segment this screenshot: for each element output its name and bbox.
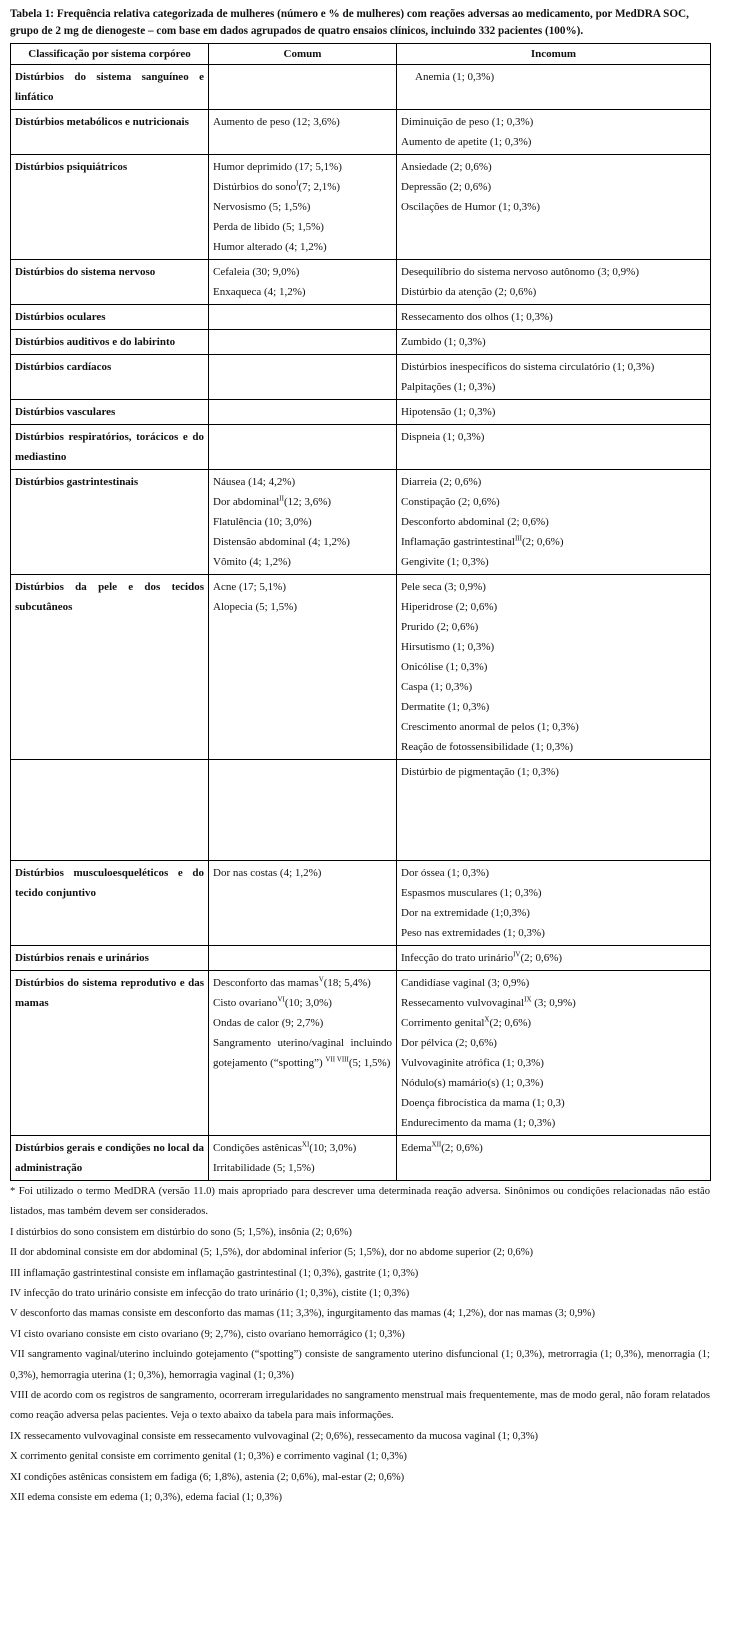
list-item: Oscilações de Humor (1; 0,3%) xyxy=(401,201,540,213)
list-item: Hipotensão (1; 0,3%) xyxy=(401,406,496,418)
list-item: Dor nas costas (4; 1,2%) xyxy=(213,867,322,879)
row-category: Distúrbios musculoesqueléticos e do tecido conjuntivo xyxy=(11,861,209,946)
list-item: Infecção do trato urinário$^{IV}$(2; 0,6%) xyxy=(401,950,563,964)
list-item: Diminuição de peso (1; 0,3%) xyxy=(401,116,534,128)
table-row xyxy=(11,425,711,470)
table-row xyxy=(11,1136,711,1181)
list-item: Distúrbios do sono$^I$(7; 2,1%) xyxy=(213,179,341,193)
list-item: Irritabilidade (5; 1,5%) xyxy=(213,1162,315,1174)
row-uncommon xyxy=(397,1136,711,1181)
list-item: Humor alterado (4; 1,2%) xyxy=(213,241,327,253)
list-item: Desequilíbrio do sistema nervoso autônomo (3; 0,9%) xyxy=(401,266,639,278)
list-item: Palpitações (1; 0,3%) xyxy=(401,381,496,393)
list-item: Doença fibrocística da mama (1; 0,3) xyxy=(401,1097,565,1109)
footnote: VIII de acordo com os registros de sangramento, ocorreram irregularidades no sangramento menstrual mais frequentemente, mas de modo geral, não foram relatados como reação adversa pelas pacientes. Veja o texto abaixo da tabela para mais informações. xyxy=(10,1390,710,1422)
footnote: VII sangramento vaginal/uterino incluindo gotejamento (“spotting”) consiste de sangramento uterino disfuncional (1; 0,3%), metrorragia (1; 0,3%), menorragia (1; 0,3%), hemorragia uterina (1; 0,3%), hemorragia vaginal (1; 0,3%) xyxy=(10,1349,710,1381)
list-item: Hirsutismo (1; 0,3%) xyxy=(401,641,495,653)
table-row xyxy=(11,305,711,330)
list-item: Cefaleia (30; 9,0%) xyxy=(213,266,300,278)
row-category: Distúrbios da pele e dos tecidos subcutâneos xyxy=(11,575,209,760)
footnote: III inflamação gastrintestinal consiste em inflamação gastrintestinal (1; 0,3%), gastrite (1; 0,3%) xyxy=(10,1267,419,1279)
list-item: Desconforto das mamas$^V$(18; 5,4%) xyxy=(213,975,371,989)
table-row xyxy=(11,260,711,305)
row-common xyxy=(209,760,397,861)
list-item: Distúrbios inespecíficos do sistema circulatório (1; 0,3%) xyxy=(401,361,655,373)
table-row xyxy=(11,946,711,971)
row-uncommon xyxy=(397,355,711,400)
list-item: Reação de fotossensibilidade (1; 0,3%) xyxy=(401,741,573,753)
list-item: Distensão abdominal (4; 1,2%) xyxy=(213,536,350,548)
list-item: Ansiedade (2; 0,6%) xyxy=(401,161,492,173)
list-item: Espasmos musculares (1; 0,3%) xyxy=(401,887,542,899)
list-item: Candidíase vaginal (3; 0,9%) xyxy=(401,977,530,989)
row-uncommon xyxy=(397,110,711,155)
row-category: Distúrbios metabólicos e nutricionais xyxy=(11,110,209,155)
list-item: Prurido (2; 0,6%) xyxy=(401,621,479,633)
row-common xyxy=(209,946,397,971)
table-row xyxy=(11,470,711,575)
table-row xyxy=(11,971,711,1136)
row-uncommon xyxy=(397,65,711,110)
list-item: Flatulência (10; 3,0%) xyxy=(213,516,312,528)
list-item: Onicólise (1; 0,3%) xyxy=(401,661,488,673)
list-item: Aumento de apetite (1; 0,3%) xyxy=(401,136,532,148)
row-category: Distúrbios gerais e condições no local da administração xyxy=(11,1136,209,1181)
row-category: Distúrbios renais e urinários xyxy=(11,946,209,971)
row-category: Distúrbios do sistema nervoso xyxy=(11,260,209,305)
list-item: Desconforto abdominal (2; 0,6%) xyxy=(401,516,549,528)
table-row xyxy=(11,861,711,946)
list-item: Nódulo(s) mamário(s) (1; 0,3%) xyxy=(401,1077,544,1089)
list-item: Ressecamento dos olhos (1; 0,3%) xyxy=(401,311,553,323)
row-common xyxy=(209,861,397,946)
list-item: Condições astênicas$^{XI}$(10; 3,0%) xyxy=(213,1140,357,1154)
list-item: Crescimento anormal de pelos (1; 0,3%) xyxy=(401,721,579,733)
row-uncommon xyxy=(397,425,711,470)
row-common xyxy=(209,110,397,155)
row-category: Distúrbios do sistema sanguíneo e linfático xyxy=(11,65,209,110)
list-item: Vômito (4; 1,2%) xyxy=(213,556,291,568)
list-item: Distúrbio da atenção (2; 0,6%) xyxy=(401,286,537,298)
list-item: Nervosismo (5; 1,5%) xyxy=(213,201,311,213)
row-common xyxy=(209,305,397,330)
row-uncommon xyxy=(397,470,711,575)
footnote: I distúrbios do sono consistem em distúrbio do sono (5; 1,5%), insônia (2; 0,6%) xyxy=(10,1226,352,1238)
footnote: V desconforto das mamas consiste em desconforto das mamas (11; 3,3%), ingurgitamento das mamas (4; 1,2%), dor nas mamas (3; 0,9%) xyxy=(10,1308,595,1320)
list-item: Dor pélvica (2; 0,6%) xyxy=(401,1037,497,1049)
footnote: II dor abdominal consiste em dor abdominal (5; 1,5%), dor abdominal inferior (5; 1,5%), dor no abdome superior (2; 0,6%) xyxy=(10,1247,534,1259)
row-category: Distúrbios gastrintestinais xyxy=(11,470,209,575)
list-item: Edema$^{XII}$(2; 0,6%) xyxy=(401,1140,483,1154)
list-item: Vulvovaginite atrófica (1; 0,3%) xyxy=(401,1057,544,1069)
row-common xyxy=(209,260,397,305)
list-item: Sangramento uterino/vaginal incluindo gotejamento (“spotting”) $^{VII VIII}$(5; 1,5%) xyxy=(213,1037,392,1069)
row-uncommon xyxy=(397,971,711,1136)
adverse-reactions-table xyxy=(10,43,711,1181)
list-item: Náusea (14; 4,2%) xyxy=(213,476,296,488)
list-item: Dor óssea (1; 0,3%) xyxy=(401,867,489,879)
row-category: Distúrbios psiquiátricos xyxy=(11,155,209,260)
footnote: XI condições astênicas consistem em fadiga (6; 1,8%), astenia (2; 0,6%), mal-estar (2; 0,6%) xyxy=(10,1471,405,1483)
row-common xyxy=(209,425,397,470)
row-category: Distúrbios oculares xyxy=(11,305,209,330)
row-uncommon xyxy=(397,861,711,946)
list-item: Depressão (2; 0,6%) xyxy=(401,181,492,193)
list-item: Caspa (1; 0,3%) xyxy=(401,681,473,693)
table-row xyxy=(11,155,711,260)
row-uncommon xyxy=(397,760,711,861)
header-common: Comum xyxy=(209,44,397,65)
row-common xyxy=(209,65,397,110)
list-item: Constipação (2; 0,6%) xyxy=(401,496,500,508)
list-item: Gengivite (1; 0,3%) xyxy=(401,556,489,568)
row-category: Distúrbios auditivos e do labirinto xyxy=(11,330,209,355)
list-item: Anemia (1; 0,3%) xyxy=(415,71,495,83)
table-row xyxy=(11,110,711,155)
header-uncommon: Incomum xyxy=(397,44,711,65)
list-item: Dispneia (1; 0,3%) xyxy=(401,431,485,443)
footnote: X corrimento genital consiste em corrimento genital (1; 0,3%) e corrimento vaginal (1; 0,3%) xyxy=(10,1451,407,1463)
list-item: Peso nas extremidades (1; 0,3%) xyxy=(401,927,545,939)
list-item: Alopecia (5; 1,5%) xyxy=(213,601,297,613)
list-item: Acne (17; 5,1%) xyxy=(213,581,287,593)
row-common xyxy=(209,400,397,425)
list-item: Dor abdominal$^{II}$(12; 3,6%) xyxy=(213,494,332,508)
row-common xyxy=(209,355,397,400)
list-item: Distúrbio de pigmentação (1; 0,3%) xyxy=(401,766,559,778)
row-uncommon xyxy=(397,260,711,305)
table-row xyxy=(11,65,711,110)
list-item: Hiperidrose (2; 0,6%) xyxy=(401,601,498,613)
list-item: Cisto ovariano$^{VI}$(10; 3,0%) xyxy=(213,995,332,1009)
header-classification: Classificação por sistema corpóreo xyxy=(11,44,209,65)
list-item: Zumbido (1; 0,3%) xyxy=(401,336,486,348)
row-uncommon xyxy=(397,946,711,971)
list-item: Inflamação gastrintestinal$^{III}$(2; 0,6%) xyxy=(401,534,564,548)
row-category: Distúrbios vasculares xyxy=(11,400,209,425)
table-row xyxy=(11,330,711,355)
row-uncommon xyxy=(397,575,711,760)
row-category: Distúrbios cardíacos xyxy=(11,355,209,400)
row-uncommon xyxy=(397,305,711,330)
list-item: Aumento de peso (12; 3,6%) xyxy=(213,116,340,128)
list-item: Enxaqueca (4; 1,2%) xyxy=(213,286,306,298)
row-uncommon xyxy=(397,400,711,425)
table-row xyxy=(11,760,711,861)
list-item: Humor deprimido (17; 5,1%) xyxy=(213,161,342,173)
row-common xyxy=(209,330,397,355)
list-item: Corrimento genital$^X$(2; 0,6%) xyxy=(401,1015,532,1029)
list-item: Ressecamento vulvovaginal$^{IX}$ (3; 0,9%) xyxy=(401,995,576,1009)
footnote: XII edema consiste em edema (1; 0,3%), edema facial (1; 0,3%) xyxy=(10,1492,283,1504)
table-footnotes xyxy=(10,1182,710,1509)
row-common xyxy=(209,575,397,760)
list-item: Endurecimento da mama (1; 0,3%) xyxy=(401,1117,556,1129)
row-category xyxy=(11,760,209,861)
row-category: Distúrbios respiratórios, torácicos e do mediastino xyxy=(11,425,209,470)
footnote: * Foi utilizado o termo MedDRA (versão 11.0) mais apropriado para descrever uma determinada reação adversa. Sinônimos ou condições relacionadas não estão listados, mas também devem ser considerados. xyxy=(10,1186,710,1218)
list-item: Pele seca (3; 0,9%) xyxy=(401,581,486,593)
list-item: Dermatite (1; 0,3%) xyxy=(401,701,490,713)
list-item: Diarreia (2; 0,6%) xyxy=(401,476,482,488)
footnote: VI cisto ovariano consiste em cisto ovariano (9; 2,7%), cisto ovariano hemorrágico (1; 0,3%) xyxy=(10,1328,405,1340)
row-category: Distúrbios do sistema reprodutivo e das mamas xyxy=(11,971,209,1136)
footnote: IX ressecamento vulvovaginal consiste em ressecamento vulvovaginal (2; 0,6%), ressecamento da mucosa vaginal (1; 0,3%) xyxy=(10,1430,539,1442)
row-uncommon xyxy=(397,155,711,260)
row-uncommon xyxy=(397,330,711,355)
table-caption: Tabela 1: Frequência relativa categorizada de mulheres (número e % de mulheres) com reações adversas ao medicamento, por MedDRA SOC, grupo de 2 mg de dienogeste – com base em dados agrupados de quatro ensaios clínicos, incluindo 332 pacientes (100%). xyxy=(10,8,689,37)
row-common xyxy=(209,155,397,260)
table-row xyxy=(11,400,711,425)
list-item: Dor na extremidade (1;0,3%) xyxy=(401,907,530,919)
table-header-row xyxy=(11,44,711,65)
row-common xyxy=(209,470,397,575)
row-common xyxy=(209,971,397,1136)
row-common xyxy=(209,1136,397,1181)
list-item: Perda de libido (5; 1,5%) xyxy=(213,221,324,233)
table-row xyxy=(11,355,711,400)
list-item: Ondas de calor (9; 2,7%) xyxy=(213,1017,324,1029)
footnote: IV infecção do trato urinário consiste em infecção do trato urinário (1; 0,3%), cistite (1; 0,3%) xyxy=(10,1288,410,1300)
table-row xyxy=(11,575,711,760)
